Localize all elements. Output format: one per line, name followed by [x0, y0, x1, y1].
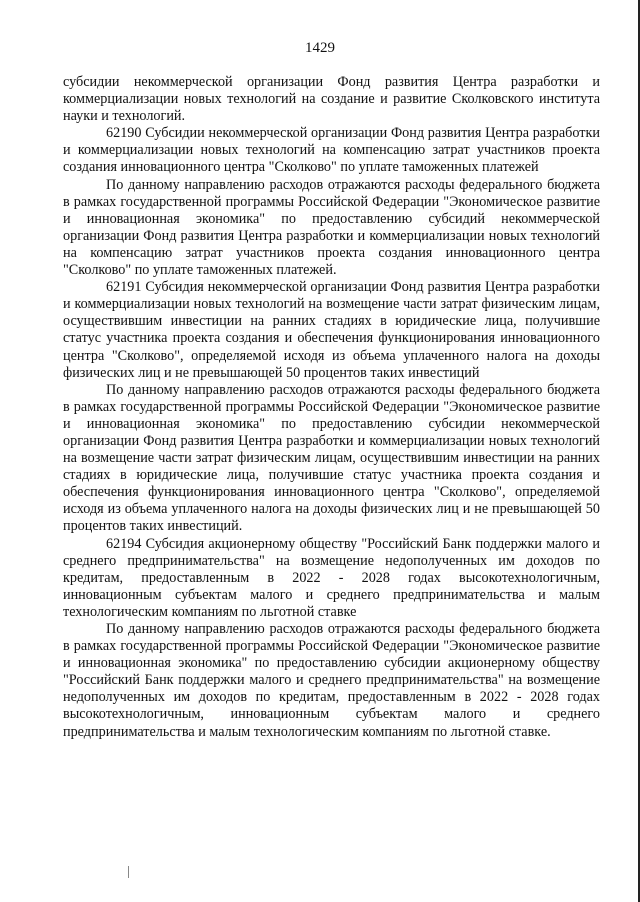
paragraph-62190-heading: 62190 Субсидии некоммерческой организации Фонд развития Центра разработки и коммерциализации новых технологий на компенсацию затрат участников проекта создания инновационного центра "Сколково" по уплате таможенных платежей — [63, 125, 600, 176]
page-number: 1429 — [305, 40, 335, 56]
scan-speck — [128, 866, 129, 878]
paragraph-62191-description: По данному направлению расходов отражаются расходы федерального бюджета в рамках государственной программы Российской Федерации "Экономическое развитие и инновационная экономика" по предоставлению субсидии некоммерческой организации Фонд развития Центра разработки и коммерциализации новых технологий на возмещение части затрат физическим лицам, осуществившим инвестиции на ранних стадиях в юридические лица, получившие статус участника проекта создания и обеспечения функционирования инновационного центра "Сколково", определяемой исходя из объема уплаченного налога на доходы физических лиц и не превышающей 50 процентов таких инвестиций. — [63, 381, 600, 535]
paragraph-62194-heading: 62194 Субсидия акционерному обществу "Российский Банк поддержки малого и среднего предпринимательства" на возмещение недополученных им доходов по кредитам, предоставленным в 2022 - 2028 годах высокотехнологичным, инновационным субъектам малого и среднего предпринимательства и малым технологическим компаниям по льготной ставке — [63, 535, 600, 620]
paragraph-62191-heading: 62191 Субсидия некоммерческой организации Фонд развития Центра разработки и коммерциализации новых технологий на возмещение части затрат физическим лицам, осуществившим инвестиции на ранних стадиях в юридические лица, получившие статус участника проекта создания и обеспечения функционирования инновационного центра "Сколково", определяемой исходя из объема уплаченного налога на доходы физических лиц и не превышающей 50 процентов таких инвестиций — [63, 279, 600, 381]
paragraph-62194-description: По данному направлению расходов отражаются расходы федерального бюджета в рамках государственной программы Российской Федерации "Экономическое развитие и инновационная экономика" по предоставлению субсидии акционерному обществу "Российский Банк поддержки малого и среднего предпринимательства" на возмещение недополученных им доходов по кредитам, предоставленным в 2022 - 2028 годах высокотехнологичным, инновационным субъектам малого и среднего предпринимательства и малым технологическим компаниям по льготной ставке. — [63, 621, 600, 740]
document-body — [63, 74, 600, 741]
paragraph-62190-description: По данному направлению расходов отражаются расходы федерального бюджета в рамках государственной программы Российской Федерации "Экономическое развитие и инновационная экономика" по предоставлению субсидий некоммерческой организации Фонд развития Центра разработки и коммерциализации новых технологий на компенсацию затрат участников проекта создания инновационного центра "Сколково" по уплате таможенных платежей. — [63, 176, 600, 279]
paragraph-continuation: субсидии некоммерческой организации Фонд развития Центра разработки и коммерциализации новых технологий на создание и развитие Сколковского института науки и технологий. — [63, 74, 600, 125]
